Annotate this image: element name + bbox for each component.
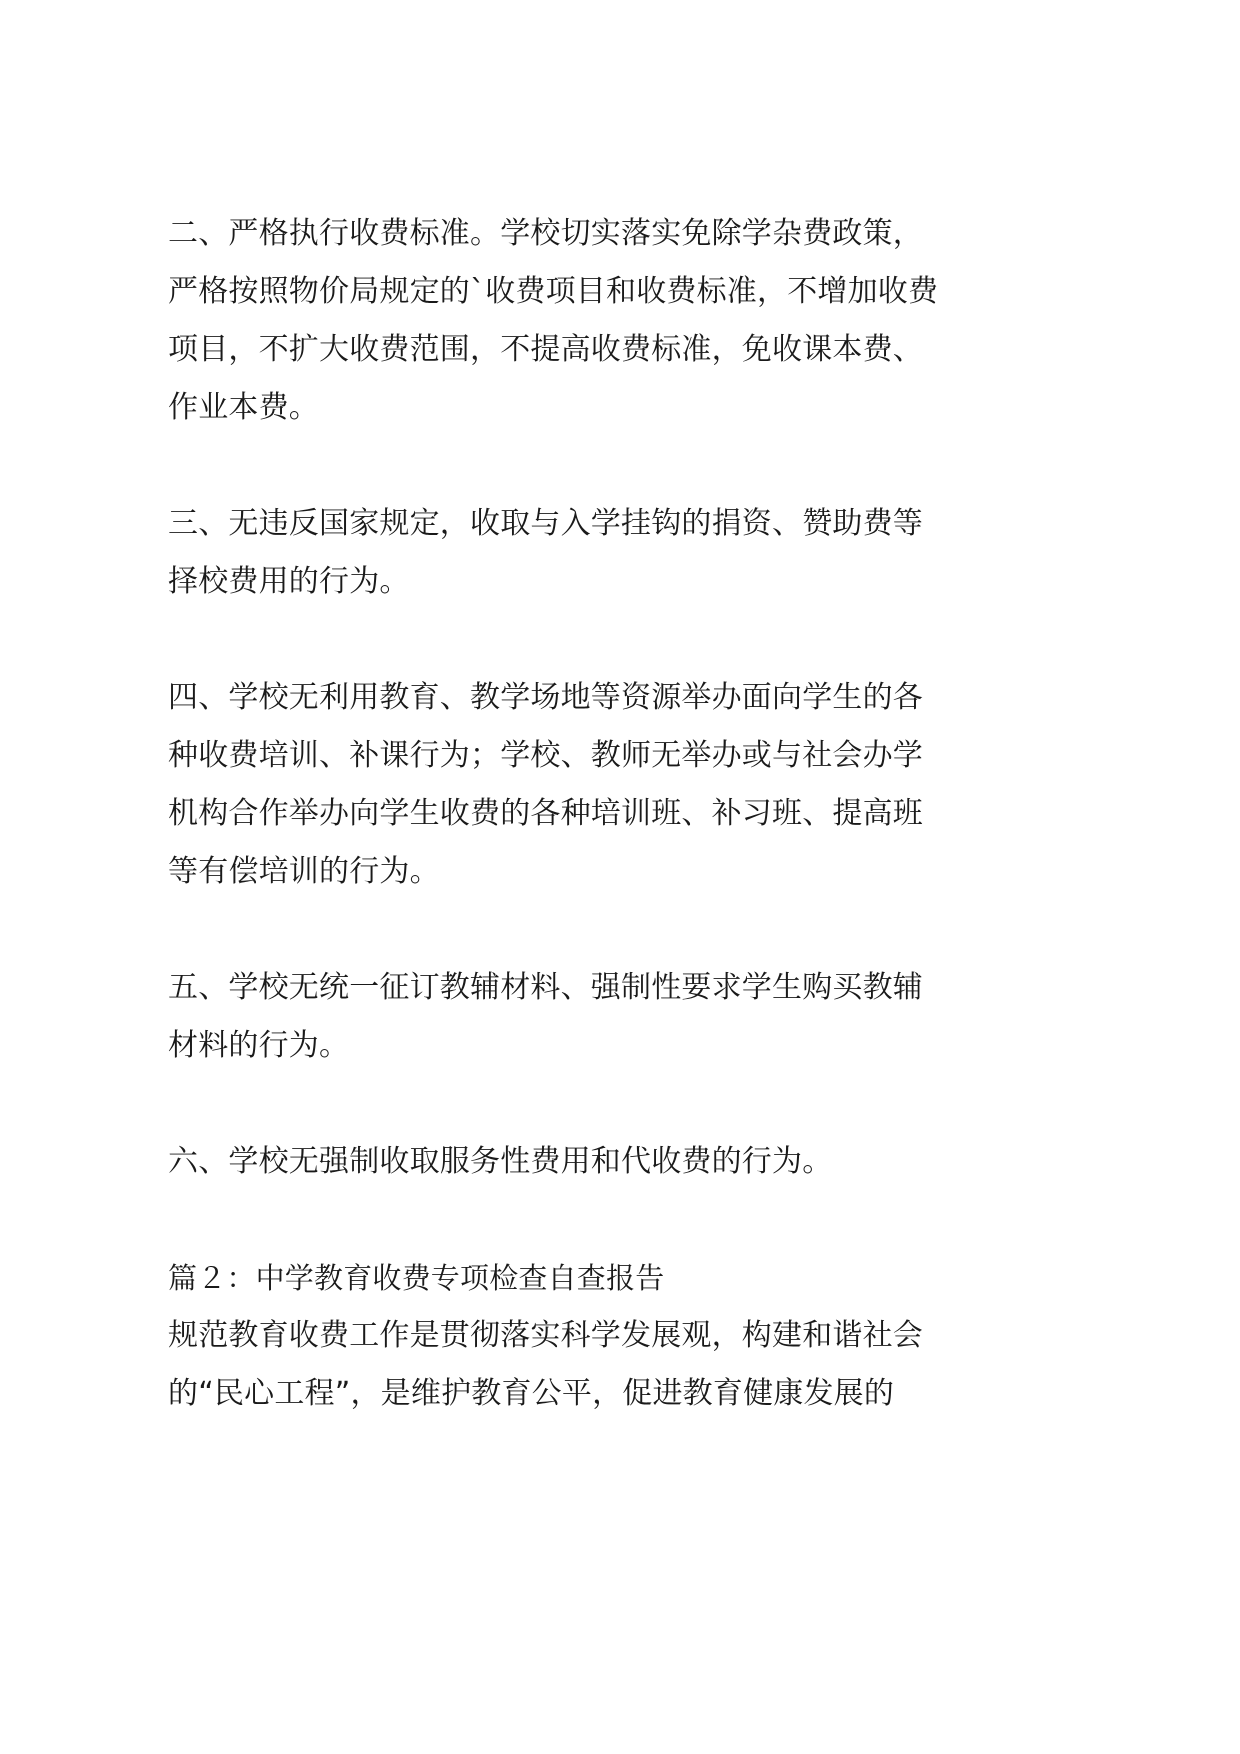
paragraph-6-line-1: 六、学校无强制收取服务性费用和代收费的行为。 <box>168 1144 833 1179</box>
paragraph-5-line-1: 五、学校无统一征订教辅材料、强制性要求学生购买教辅 <box>168 970 923 1005</box>
paragraph-2-line-3: 项目，不扩大收费范围，不提高收费标准，免收课本费、 <box>168 332 923 367</box>
paragraph-4-line-1: 四、学校无利用教育、教学场地等资源举办面向学生的各 <box>168 680 923 715</box>
paragraph-5-line-2: 材料的行为。 <box>168 1028 350 1063</box>
closing-paragraph-line-2: 的“民心工程”，是维护教育公平，促进教育健康发展的 <box>168 1376 895 1411</box>
paragraph-3-line-2: 择校费用的行为。 <box>168 564 410 599</box>
paragraph-2-line-4: 作业本费。 <box>168 390 319 425</box>
section-heading: 篇２：中学教育收费专项检查自查报告 <box>168 1261 665 1295</box>
closing-paragraph-line-1: 规范教育收费工作是贯彻落实科学发展观，构建和谐社会 <box>168 1318 923 1353</box>
paragraph-2-line-2: 严格按照物价局规定的`收费项目和收费标准，不增加收费 <box>168 274 939 309</box>
paragraph-4-line-3: 机构合作举办向学生收费的各种培训班、补习班、提高班 <box>168 796 923 831</box>
paragraph-4-line-4: 等有偿培训的行为。 <box>168 854 440 889</box>
paragraph-4-line-2: 种收费培训、补课行为；学校、教师无举办或与社会办学 <box>168 738 923 773</box>
paragraph-2-line-1: 二、严格执行收费标准。学校切实落实免除学杂费政策， <box>168 216 923 251</box>
paragraph-3-line-1: 三、无违反国家规定，收取与入学挂钩的捐资、赞助费等 <box>168 506 923 541</box>
